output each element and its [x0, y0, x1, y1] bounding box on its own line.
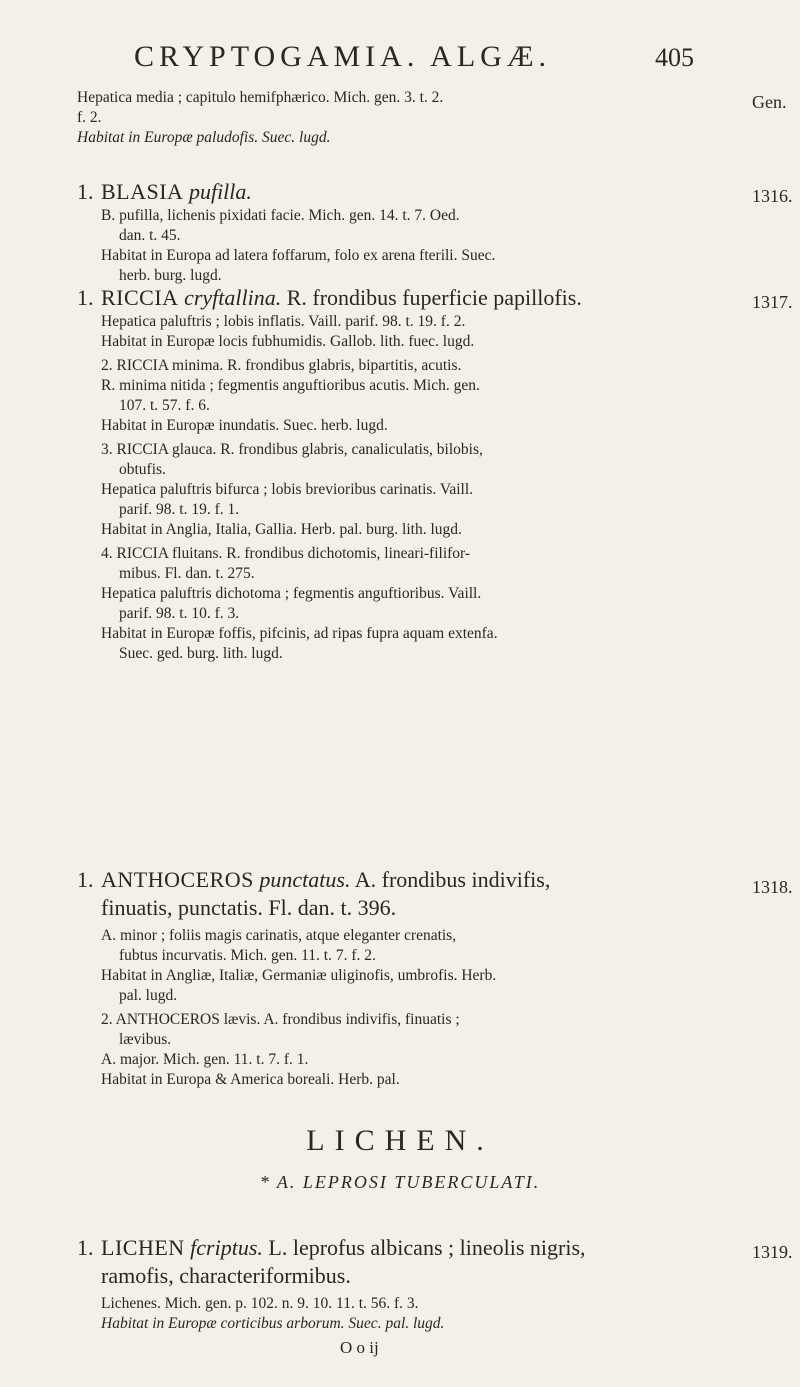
text-line: Habitat in Europæ foffis, pifcinis, ad ripas fupra aquam extenfa. — [101, 625, 498, 642]
page-header — [134, 40, 694, 74]
species-name: fcriptus. — [190, 1235, 263, 1260]
species-description-cont: ramofis, characteriformibus. — [101, 1263, 351, 1288]
text-line: lævibus. — [119, 1031, 172, 1048]
text-line: B. pufilla, lichenis pixidati facie. Mich. gen. 14. t. 7. Oed. — [101, 207, 460, 224]
text-line: obtufis. — [119, 461, 166, 478]
entry-blasia — [77, 178, 717, 286]
text-line: R. minima nitida ; fegmentis anguftioribus acutis. Mich. gen. — [101, 377, 480, 394]
text-line: pal. lugd. — [119, 987, 178, 1004]
text-line: Hepatica media ; capitulo hemifphærico. Mich. gen. 3. t. 2. — [77, 89, 444, 106]
species-description: L. leprofus albicans ; lineolis nigris, — [268, 1235, 586, 1260]
text-line: Hepatica paluftris ; lobis inflatis. Vaill. parif. 98. t. 19. f. 2. — [101, 313, 466, 330]
margin-1318: 1318. — [752, 877, 793, 897]
text-line: herb. burg. lugd. — [119, 267, 222, 284]
margin-1316: 1316. — [752, 186, 793, 206]
entry-heading — [77, 866, 717, 894]
text-line: Suec. ged. burg. lith. lugd. — [119, 645, 283, 662]
text-line: Habitat in Europa & America boreali. Herb. pal. — [101, 1071, 400, 1088]
genus-name: ANTHOCEROS — [101, 867, 254, 892]
species-description: A. frondibus indivifis, — [354, 867, 551, 892]
text-line: Habitat in Europæ inundatis. Suec. herb. lugd. — [101, 417, 388, 434]
text-line: Habitat in Europæ corticibus arborum. Suec. pal. lugd. — [101, 1315, 445, 1332]
text-line: mibus. Fl. dan. t. 275. — [119, 565, 255, 582]
text-line: f. 2. — [77, 109, 102, 126]
species-description: R. frondibus fuperficie papillofis. — [286, 285, 582, 310]
species-description-cont: finuatis, punctatis. Fl. dan. t. 396. — [101, 895, 397, 920]
text-line: 3. RICCIA glauca. R. frondibus glabris, canaliculatis, bilobis, — [101, 441, 483, 458]
text-line: Hepatica paluftris dichotoma ; fegmentis anguftioribus. Vaill. — [101, 585, 482, 602]
text-line: dan. t. 45. — [119, 227, 181, 244]
margin-1317: 1317. — [752, 292, 793, 312]
text-line: Habitat in Anglia, Italia, Gallia. Herb. pal. burg. lith. lugd. — [101, 521, 462, 538]
text-line: Habitat in Europæ paludofis. Suec. lugd. — [77, 129, 331, 146]
entry-number: 1. — [77, 867, 94, 892]
entry-number: 1. — [77, 179, 94, 204]
genus-name: RICCIA — [101, 285, 179, 310]
page-number: 405 — [655, 43, 694, 72]
genus-name: LICHEN — [101, 1235, 185, 1260]
entry-riccia — [77, 284, 717, 664]
species-name: cryftallina. — [184, 285, 282, 310]
species-name: punctatus. — [259, 867, 351, 892]
entry-heading — [77, 178, 717, 206]
entry-lichen — [77, 1234, 717, 1334]
entry-number: 1. — [77, 285, 94, 310]
text-line: 107. t. 57. f. 6. — [119, 397, 210, 414]
text-line: parif. 98. t. 19. f. 1. — [119, 501, 240, 518]
text-line: Lichenes. Mich. gen. p. 102. n. 9. 10. 11. t. 56. f. 3. — [101, 1295, 419, 1312]
text-line: A. major. Mich. gen. 11. t. 7. f. 1. — [101, 1051, 309, 1068]
entry-number: 1. — [77, 1235, 94, 1260]
text-line: 4. RICCIA fluitans. R. frondibus dichotomis, lineari-filifor- — [101, 545, 471, 562]
text-line: Habitat in Europæ locis fubhumidis. Gallob. lith. fuec. lugd. — [101, 333, 475, 350]
margin-1319: 1319. — [752, 1242, 793, 1262]
signature-mark: O o ij — [340, 1338, 379, 1357]
species-name: pufilla. — [188, 179, 252, 204]
genus-name: BLASIA — [101, 179, 184, 204]
entry-heading — [77, 284, 717, 312]
text-line: A. minor ; foliis magis carinatis, atque eleganter crenatis, — [101, 927, 457, 944]
running-title: CRYPTOGAMIA. ALGÆ. — [134, 40, 551, 73]
text-line: 2. RICCIA minima. R. frondibus glabris, bipartitis, acutis. — [101, 357, 462, 374]
entry-anthoceros — [77, 866, 717, 1090]
text-line: parif. 98. t. 10. f. 3. — [119, 605, 240, 622]
text-line: Habitat in Europa ad latera foffarum, folo ex arena fterili. Suec. — [101, 247, 496, 264]
text-line: Habitat in Angliæ, Italiæ, Germaniæ uliginofis, umbrofis. Herb. — [101, 967, 497, 984]
section-title: LICHEN. — [306, 1124, 494, 1157]
section-subtitle: * A. LEPROSI TUBERCULATI. — [259, 1172, 541, 1192]
continued-entry — [77, 88, 697, 148]
text-line: fubtus incurvatis. Mich. gen. 11. t. 7. f. 2. — [119, 947, 376, 964]
entry-heading — [77, 1234, 717, 1262]
margin-gen: Gen. — [752, 92, 787, 112]
text-line: 2. ANTHOCEROS lævis. A. frondibus indivifis, finuatis ; — [101, 1011, 460, 1028]
text-line: Hepatica paluftris bifurca ; lobis brevioribus carinatis. Vaill. — [101, 481, 474, 498]
